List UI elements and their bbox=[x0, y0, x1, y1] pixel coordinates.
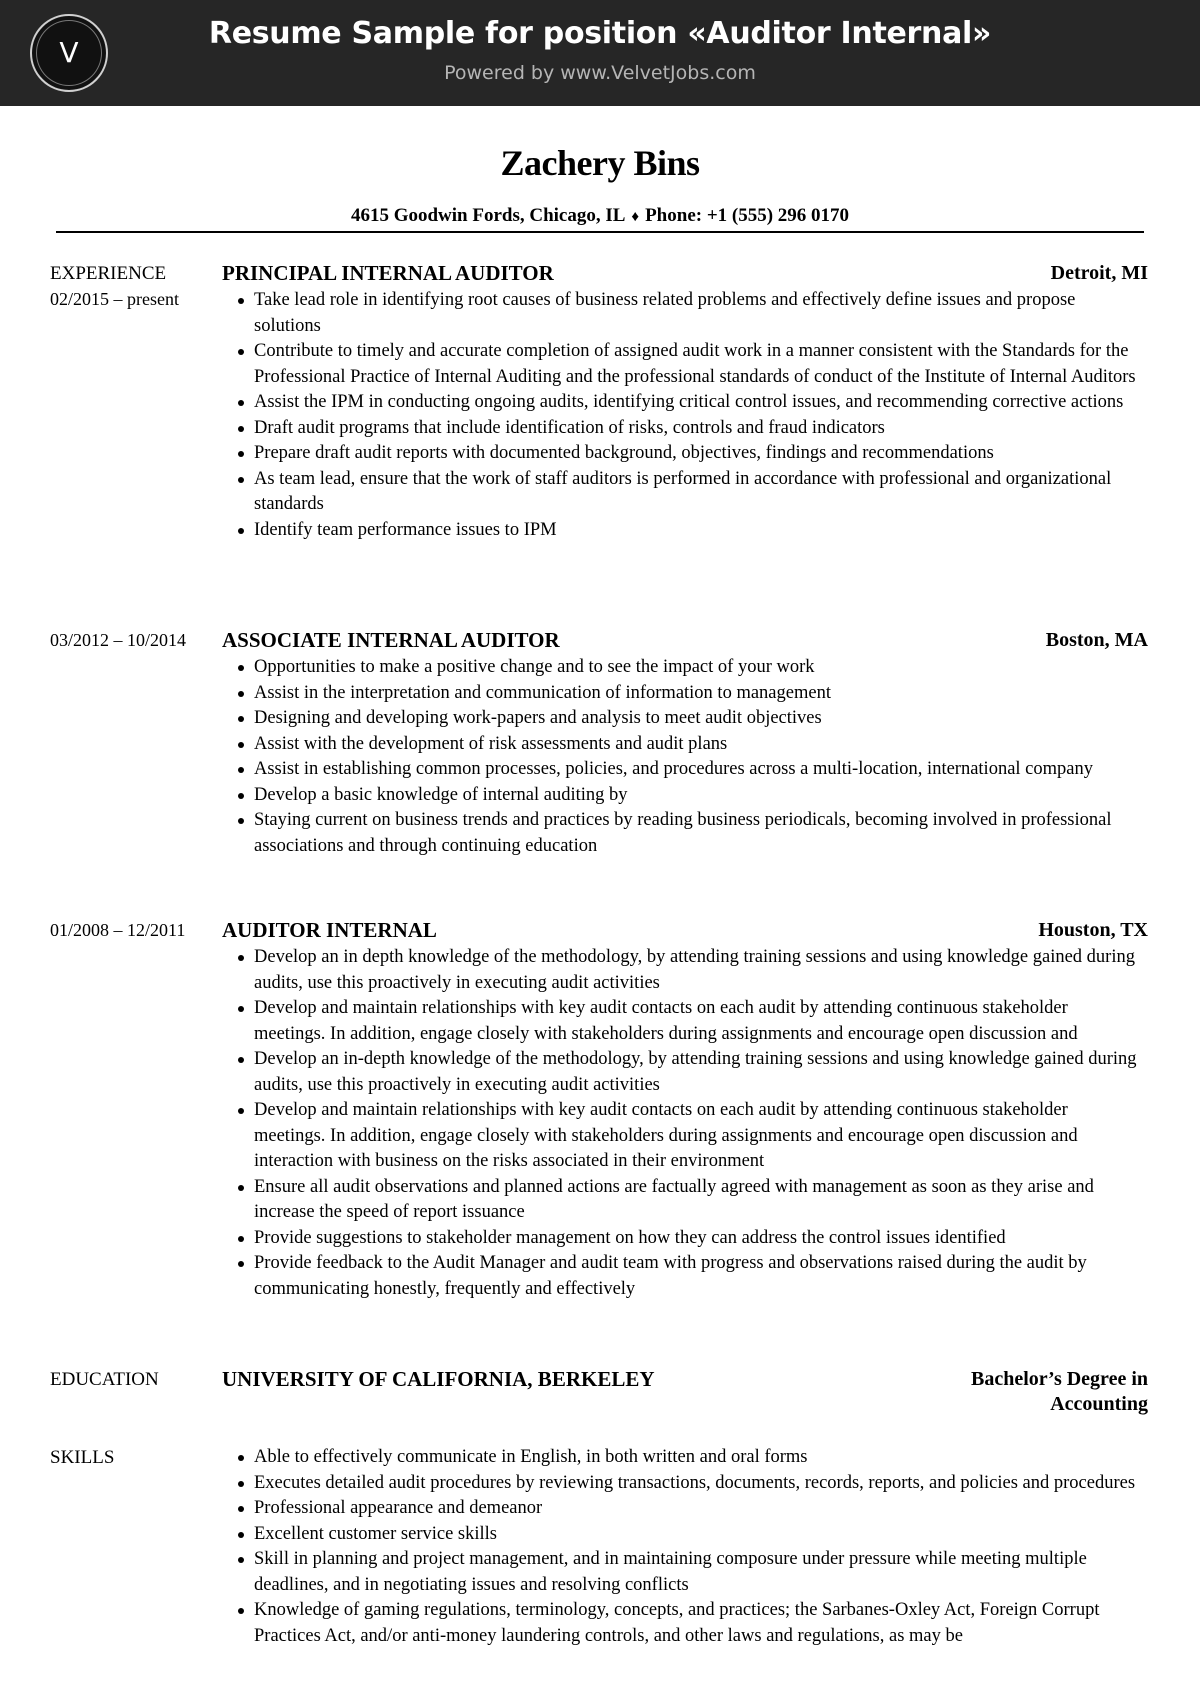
list-item: Ensure all audit observations and planned actions are factually agreed with management as soon as they arise and increase the speed of report issuance bbox=[234, 1175, 1140, 1226]
list-item: Take lead role in identifying root causes of business related problems and effectively define issues and propose solutions bbox=[234, 288, 1140, 339]
header-banner bbox=[0, 0, 1200, 106]
list-item: Contribute to timely and accurate completion of assigned audit work in a manner consistent with the Standards for the Professional Practice of Internal Auditing and the professional standards of conduct of the Institute of Internal Auditors bbox=[234, 339, 1140, 390]
section-label-skills: SKILLS bbox=[50, 1447, 115, 1468]
job-bullets bbox=[234, 288, 1140, 543]
job-dates: 03/2012 – 10/2014 bbox=[50, 630, 187, 650]
header-divider bbox=[56, 231, 1144, 233]
contact-line bbox=[0, 205, 1200, 227]
list-item: Develop an in depth knowledge of the methodology, by attending training sessions and using knowledge gained during audits, use this proactively in executing audit activities bbox=[234, 945, 1140, 996]
list-item: Identify team performance issues to IPM bbox=[234, 518, 1140, 544]
list-item: Opportunities to make a positive change and to see the impact of your work bbox=[234, 655, 1140, 681]
diamond-separator-icon: ♦ bbox=[631, 209, 640, 225]
job-title: ASSOCIATE INTERNAL AUDITOR bbox=[222, 628, 560, 652]
list-item: Professional appearance and demeanor bbox=[234, 1496, 1140, 1522]
job-location: Houston, TX bbox=[1038, 919, 1148, 941]
list-item: Executes detailed audit procedures by reviewing transactions, documents, records, reports, and policies and procedures bbox=[234, 1471, 1140, 1497]
school-name: UNIVERSITY OF CALIFORNIA, BERKELEY bbox=[222, 1367, 655, 1391]
list-item: Develop and maintain relationships with key audit contacts on each audit by attending continuous stakeholder meetings. In addition, engage closely with stakeholders during assignments and encourage open discussion and interaction with business on the risks associated in their environment bbox=[234, 1098, 1140, 1175]
banner-title: Resume Sample for position «Auditor Internal» bbox=[208, 16, 992, 51]
list-item: Develop an in-depth knowledge of the methodology, by attending training sessions and using knowledge gained during audits, use this proactively in executing audit activities bbox=[234, 1047, 1140, 1098]
list-item: Designing and developing work-papers and analysis to meet audit objectives bbox=[234, 706, 1140, 732]
job-dates: 02/2015 – present bbox=[50, 289, 179, 309]
list-item: As team lead, ensure that the work of staff auditors is performed in accordance with professional and organizational standards bbox=[234, 467, 1140, 518]
list-item: Assist in the interpretation and communication of information to management bbox=[234, 681, 1140, 707]
job-title: PRINCIPAL INTERNAL AUDITOR bbox=[222, 261, 554, 285]
list-item: Prepare draft audit reports with documented background, objectives, findings and recommendations bbox=[234, 441, 1140, 467]
list-item: Draft audit programs that include identification of risks, controls and fraud indicators bbox=[234, 416, 1140, 442]
job-title: AUDITOR INTERNAL bbox=[222, 918, 437, 942]
skills-list bbox=[234, 1445, 1140, 1649]
list-item: Assist in establishing common processes, policies, and procedures across a multi-location, international company bbox=[234, 757, 1140, 783]
list-item: Provide feedback to the Audit Manager and audit team with progress and observations raised during the audit by communicating honestly, frequently and effectively bbox=[234, 1251, 1140, 1302]
list-item: Skill in planning and project management, and in maintaining composure under pressure while meeting multiple deadlines, and in negotiating issues and resolving conflicts bbox=[234, 1547, 1140, 1598]
job-bullets bbox=[234, 655, 1140, 859]
list-item: Develop and maintain relationships with key audit contacts on each audit by attending continuous stakeholder meetings. In addition, engage closely with stakeholders during assignments and encourage open discussion and bbox=[234, 996, 1140, 1047]
list-item: Staying current on business trends and practices by reading business periodicals, becoming involved in professional associations and through continuing education bbox=[234, 808, 1140, 859]
list-item: Develop a basic knowledge of internal auditing by bbox=[234, 783, 1140, 809]
list-item: Provide suggestions to stakeholder management on how they can address the control issues identified bbox=[234, 1226, 1140, 1252]
phone: Phone: +1 (555) 296 0170 bbox=[645, 205, 850, 226]
job-location: Boston, MA bbox=[1045, 629, 1148, 651]
section-label-education: EDUCATION bbox=[50, 1369, 159, 1390]
list-item: Able to effectively communicate in English, in both written and oral forms bbox=[234, 1445, 1140, 1471]
list-item: Knowledge of gaming regulations, terminology, concepts, and practices; the Sarbanes-Oxley Act, Foreign Corrupt Practices Act, and/or anti-money laundering controls, and other laws and regulations, as may be bbox=[234, 1598, 1140, 1649]
list-item: Excellent customer service skills bbox=[234, 1522, 1140, 1548]
job-dates: 01/2008 – 12/2011 bbox=[50, 920, 186, 940]
address: 4615 Goodwin Fords, Chicago, IL bbox=[350, 205, 626, 226]
velvetjobs-logo[interactable]: V bbox=[30, 14, 108, 92]
candidate-name: Zachery Bins bbox=[500, 143, 700, 183]
section-label-experience: EXPERIENCE bbox=[50, 263, 167, 284]
job-location: Detroit, MI bbox=[1050, 262, 1148, 284]
banner-subtitle[interactable]: Powered by www.VelvetJobs.com bbox=[444, 62, 756, 84]
list-item: Assist with the development of risk assessments and audit plans bbox=[234, 732, 1140, 758]
degree: Bachelor’s Degree in Accounting bbox=[971, 1368, 1148, 1415]
list-item: Assist the IPM in conducting ongoing audits, identifying critical control issues, and recommending corrective actions bbox=[234, 390, 1140, 416]
job-bullets bbox=[234, 945, 1140, 1302]
